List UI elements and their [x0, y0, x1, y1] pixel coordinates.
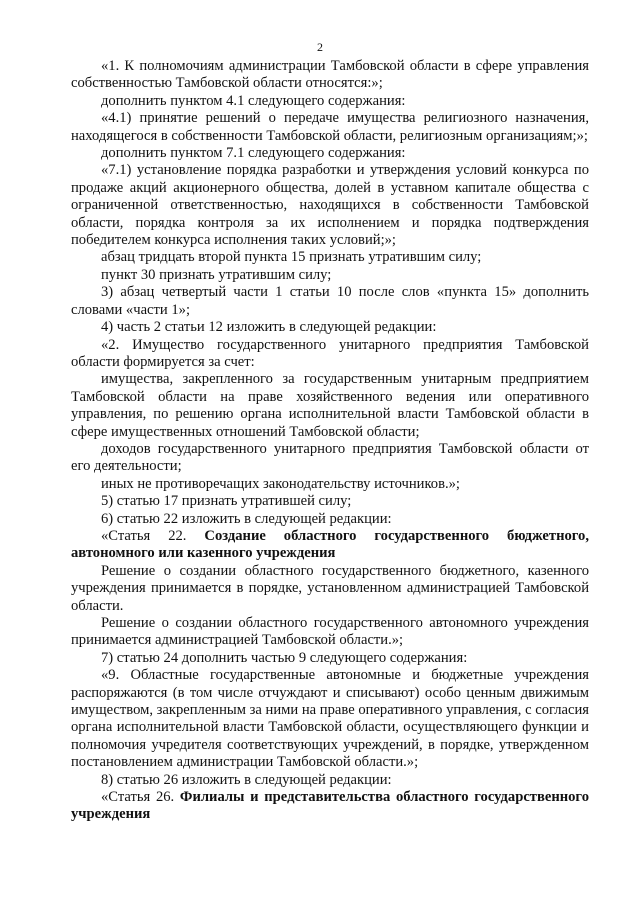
paragraph: дополнить пунктом 4.1 следующего содержания: — [101, 92, 406, 109]
paragraph: «7.1) установление порядка разработки и утверждения условий конкурса по продаже акций акционерного общества, долей в уставном капитале общества с ограниченной ответственностью, находящихся в собственности Тамбовской области, порядка контроля за их исполнением и порядка подтверждения победителем конкурса исполнения таких условий;»; — [71, 162, 589, 249]
paragraph: имущества, закрепленного за государственным унитарным предприятием Тамбовской области на праве хозяйственного ведения или оперативного управления, по решению органа исполнительной власти Тамбовской области в сфере имущественных отношений Тамбовской области; — [71, 371, 589, 440]
article-heading — [71, 528, 589, 563]
paragraph: 8) статью 26 изложить в следующей редакции: — [101, 771, 392, 788]
paragraph: «1. К полномочиям администрации Тамбовской области в сфере управления собственностью Тамбовской области относятся:»; — [71, 58, 589, 92]
paragraph: иных не противоречащих законодательству источников.»; — [101, 475, 460, 492]
article-heading-title: Филиалы и представительства областного государственного учреждения — [71, 789, 589, 823]
article-heading-title: Создание областного государственного бюджетного, автономного или казенного учреждения — [71, 527, 589, 562]
paragraph: «4.1) принятие решений о передаче имущества религиозного назначения, находящегося в собственности Тамбовской области, религиозным организациям;»; — [71, 110, 589, 144]
paragraph: Решение о создании областного государственного автономного учреждения принимается администрацией Тамбовской области.»; — [71, 615, 589, 649]
article-heading-prefix: «Статья 26. — [101, 789, 180, 806]
article-heading-prefix: «Статья 22. — [101, 527, 205, 544]
article-heading — [71, 789, 589, 824]
page-number: 2 — [317, 40, 323, 54]
paragraph: пункт 30 признать утратившим силу; — [101, 266, 332, 283]
paragraph: доходов государственного унитарного предприятия Тамбовской области от его деятельности; — [71, 440, 589, 475]
paragraph: «2. Имущество государственного унитарного предприятия Тамбовской области формируется за счет: — [71, 336, 589, 370]
paragraph: 6) статью 22 изложить в следующей редакции: — [101, 510, 392, 527]
paragraph: 3) абзац четвертый части 1 статьи 10 после слов «пункта 15» дополнить словами «части 1»; — [71, 284, 589, 318]
document-body — [71, 58, 589, 824]
paragraph: дополнить пунктом 7.1 следующего содержания: — [101, 145, 406, 162]
paragraph: 7) статью 24 дополнить частью 9 следующего содержания: — [101, 649, 468, 666]
paragraph: 4) часть 2 статьи 12 изложить в следующей редакции: — [101, 319, 437, 336]
paragraph: «9. Областные государственные автономные и бюджетные учреждения распоряжаются (в том числе отчуждают и списывают) особо ценным движимым имуществом, закрепленным за ними на праве оперативного управления, с согласия органа исполнительной власти Тамбовской области, осуществляющего функции и полномочия учредителя соответствующих учреждений, в порядке, утвержденном постановлением администрации Тамбовской области.»; — [71, 667, 589, 771]
paragraph: 5) статью 17 признать утратившей силу; — [101, 493, 352, 510]
paragraph: Решение о создании областного государственного бюджетного, казенного учреждения принимается в порядке, установленном администрацией Тамбовской области. — [71, 562, 589, 614]
paragraph: абзац тридцать второй пункта 15 признать утратившим силу; — [101, 249, 482, 266]
